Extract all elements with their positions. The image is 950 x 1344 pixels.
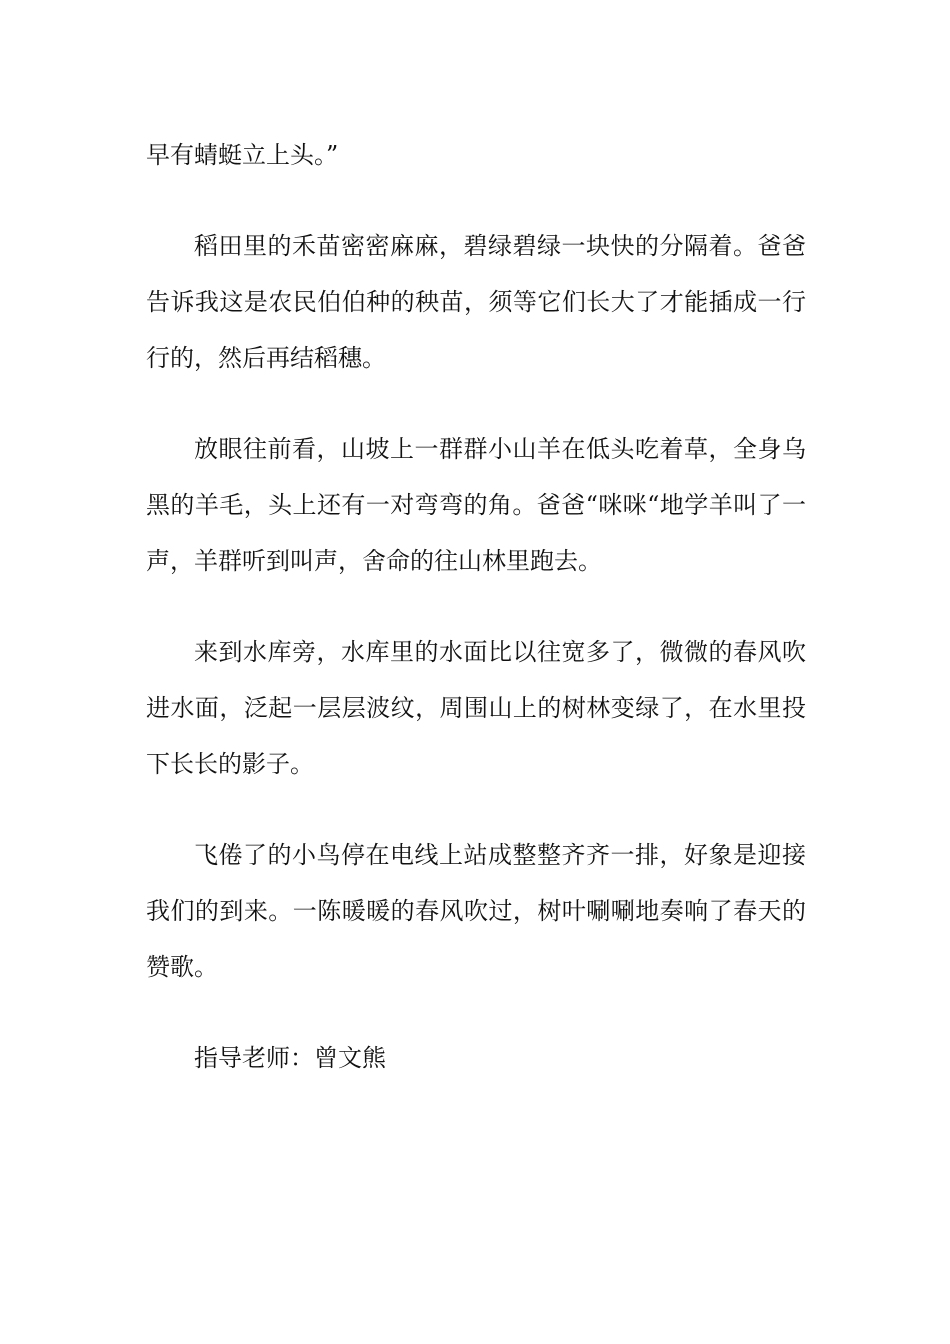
- paragraph-reservoir: 来到水库旁，水库里的水面比以往宽多了，微微的春风吹进水面，泛起一层层波纹，周围山上的树林变绿了，在水里投下长长的影子。: [146, 638, 806, 778]
- paragraph-birds: 飞倦了的小鸟停在电线上站成整整齐齐一排，好象是迎接我们的到来。一陈暖暖的春风吹过，树叶唰唰地奏响了春天的赞歌。: [146, 841, 806, 981]
- paragraph-goats: 放眼往前看，山坡上一群群小山羊在低头吃着草，全身乌黑的羊毛，头上还有一对弯弯的角。爸爸“咪咪“地学羊叫了一声，羊群听到叫声，舍命的往山林里跑去。: [146, 435, 806, 575]
- document-body: [146, 127, 806, 1121]
- paragraph-continuation: 早有蜻蜓立上头。”: [146, 141, 339, 169]
- teacher-signature: 指导老师：曾文熊: [194, 1044, 386, 1072]
- paragraph-rice-field: 稻田里的禾苗密密麻麻，碧绿碧绿一块快的分隔着。爸爸告诉我这是农民伯伯种的秧苗，须等它们长大了才能插成一行行的，然后再结稻穗。: [146, 232, 806, 372]
